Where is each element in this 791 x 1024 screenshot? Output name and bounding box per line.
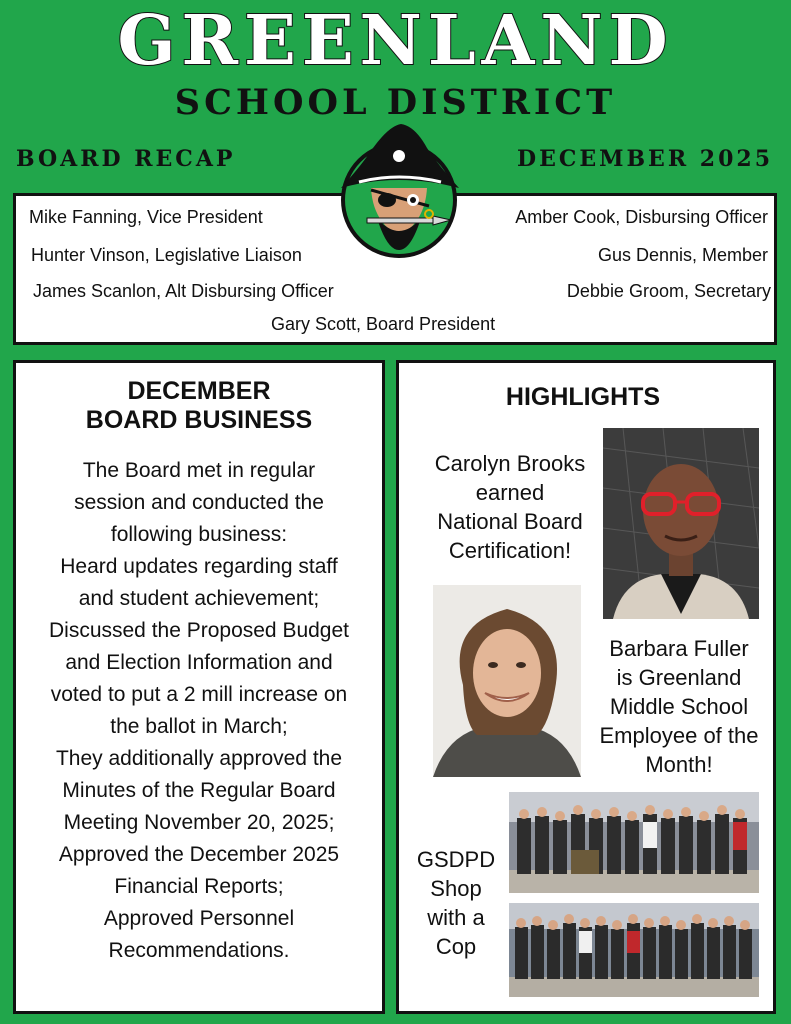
district-title: GREENLAND xyxy=(117,1,674,81)
board-business-panel xyxy=(13,360,385,1014)
pirate-mascot-logo xyxy=(331,118,467,258)
district-subtitle: SCHOOL DISTRICT xyxy=(174,82,617,123)
highlights-panel xyxy=(396,360,776,1014)
member-james-scanlon: James Scanlon, Alt Disbursing Officer xyxy=(33,281,334,301)
member-gary-scott: Gary Scott, Board President xyxy=(271,314,496,334)
shop-with-a-cop-photo-2 xyxy=(509,903,759,997)
highlight-carolyn-brooks-text: Carolyn Brooks earned National Board Certification! xyxy=(434,451,586,563)
member-debbie-groom: Debbie Groom, Secretary xyxy=(566,281,771,301)
date-label: DECEMBER 2025 xyxy=(516,146,773,172)
board-business-title: DECEMBER BOARD BUSINESS xyxy=(85,377,313,434)
board-business-body: The Board met in regular session and conducted the following business: Heard updates regarding staff and student achievement; Discussed the Proposed Budget and Election Information and voted to put a 2 mill increase on the ballot in March; They additionally approved the Minutes of the Regular Board Meeting November 20, 2025; Approved the December 2025 Financial Reports; Approved Personnel Recommendations. xyxy=(48,459,350,962)
member-amber-cook: Amber Cook, Disbursing Officer xyxy=(515,207,768,227)
member-hunter-vinson: Hunter Vinson, Legislative Liaison xyxy=(31,245,302,265)
carolyn-brooks-photo xyxy=(603,428,759,619)
highlights-title: HIGHLIGHTS xyxy=(505,383,661,411)
highlight-barbara-fuller-text: Barbara Fuller is Greenland Middle School Employee of the Month! xyxy=(599,636,759,777)
member-gus-dennis: Gus Dennis, Member xyxy=(597,245,768,265)
board-recap-label: BOARD RECAP xyxy=(16,146,236,172)
member-mike-fanning: Mike Fanning, Vice President xyxy=(29,207,263,227)
highlight-gsdpd-text: GSDPD Shop with a Cop xyxy=(416,847,496,959)
shop-with-a-cop-photo-1 xyxy=(509,792,759,893)
barbara-fuller-photo xyxy=(433,585,581,777)
